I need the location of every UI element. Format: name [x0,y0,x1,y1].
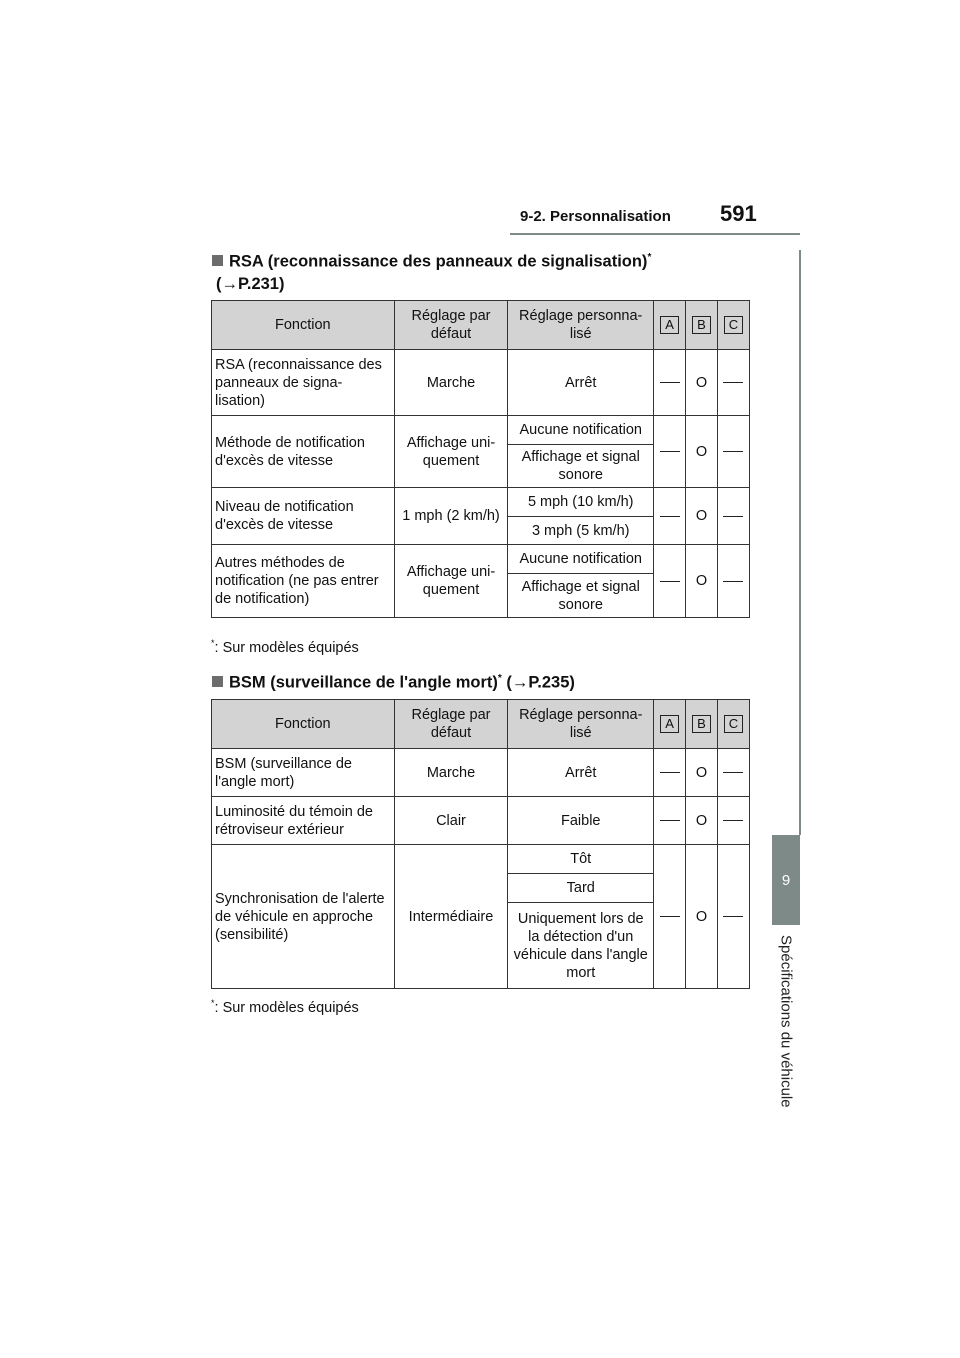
table-row [212,545,750,574]
section-title-bsm: BSM (surveillance de l'angle mort)* (→P.235) [212,667,575,695]
dash-mark [723,820,743,821]
section-heading: 9-2. Personnalisation [520,208,671,225]
cell-b: O [686,545,718,618]
col-header-c [717,301,749,350]
cell-perso: Affichage et signal sonore [508,574,654,618]
bsm-settings-table [211,699,750,989]
footnote-rsa: *: Sur modèles équipés [211,638,359,656]
table-row [212,797,750,845]
cell-b: O [686,797,718,845]
dash-mark [723,451,743,452]
dash-mark [660,772,680,773]
cell-defaut: Intermédiaire [394,845,508,989]
dash-mark [660,451,680,452]
dash-mark [723,916,743,917]
rsa-settings-table [211,300,750,618]
page-number: 591 [720,201,757,226]
dash-mark [660,516,680,517]
cell-a-dash [654,416,686,488]
col-header-defaut: Réglage par défaut [394,301,508,350]
label-b: B [692,316,711,334]
cell-perso: 3 mph (5 km/h) [508,517,654,545]
cell-perso: Affichage et signal sonore [508,445,654,488]
square-bullet-icon [212,255,223,266]
cell-c-dash [717,749,749,797]
cell-b: O [686,350,718,416]
cell-a-dash [654,545,686,618]
cell-b: O [686,488,718,545]
cell-fonction: Autres méthodes de notification (ne pas entrer de notification) [212,545,395,618]
cell-perso: Aucune notification [508,416,654,445]
table-row [212,416,750,445]
col-header-c [717,700,749,749]
cell-a-dash [654,845,686,989]
table-row [212,749,750,797]
cell-fonction: Luminosité du témoin de rétroviseur extérieur [212,797,395,845]
col-header-fonction: Fonction [212,700,395,749]
cell-a-dash [654,749,686,797]
cell-b: O [686,845,718,989]
cell-defaut: Affichage uni-quement [394,545,508,618]
cell-perso: Tôt [508,845,654,874]
section-ref-rsa: (→P.231) [216,275,285,293]
col-header-b [686,700,718,749]
cell-a-dash [654,488,686,545]
section-title-rsa: RSA (reconnaissance des panneaux de signalisation)* [212,246,651,274]
cell-defaut: Marche [394,749,508,797]
cell-perso: 5 mph (10 km/h) [508,488,654,517]
square-bullet-icon [212,676,223,687]
footnote-bsm: *: Sur modèles équipés [211,998,359,1016]
table-header-row [212,301,750,350]
cell-b: O [686,416,718,488]
table-header-row [212,700,750,749]
cell-perso: Uniquement lors de la détection d'un véhicule dans l'angle mort [508,903,654,989]
label-a: A [660,715,679,733]
cell-fonction: Niveau de notification d'excès de vitesse [212,488,395,545]
cell-c-dash [717,488,749,545]
cell-perso: Tard [508,874,654,903]
cell-perso: Aucune notification [508,545,654,574]
table-row [212,845,750,874]
cell-defaut: Marche [394,350,508,416]
col-header-perso: Réglage personna-lisé [508,700,654,749]
header-divider [510,233,800,235]
cell-defaut: 1 mph (2 km/h) [394,488,508,545]
cell-fonction: RSA (reconnaissance des panneaux de signa-lisation) [212,350,395,416]
cell-defaut: Clair [394,797,508,845]
cell-fonction: Synchronisation de l'alerte de véhicule en approche (sensibilité) [212,845,395,989]
cell-a-dash [654,350,686,416]
dash-mark [723,382,743,383]
label-c: C [724,715,743,733]
dash-mark [660,916,680,917]
col-header-a [654,301,686,350]
cell-defaut: Affichage uni-quement [394,416,508,488]
dash-mark [723,581,743,582]
col-header-a [654,700,686,749]
label-b: B [692,715,711,733]
cell-c-dash [717,350,749,416]
cell-fonction: BSM (surveillance de l'angle mort) [212,749,395,797]
col-header-defaut: Réglage par défaut [394,700,508,749]
dash-mark [660,382,680,383]
cell-a-dash [654,797,686,845]
dash-mark [723,516,743,517]
dash-mark [723,772,743,773]
side-divider [799,250,801,835]
col-header-fonction: Fonction [212,301,395,350]
cell-fonction: Méthode de notification d'excès de vitesse [212,416,395,488]
label-c: C [724,316,743,334]
cell-c-dash [717,845,749,989]
cell-c-dash [717,416,749,488]
dash-mark [660,820,680,821]
cell-c-dash [717,797,749,845]
cell-c-dash [717,545,749,618]
col-header-b [686,301,718,350]
chapter-tab: 9 [772,835,800,925]
label-a: A [660,316,679,334]
table-row [212,488,750,517]
cell-b: O [686,749,718,797]
dash-mark [660,581,680,582]
cell-perso: Faible [508,797,654,845]
cell-perso: Arrêt [508,350,654,416]
chapter-label: Spécifications du véhicule [777,935,795,1108]
cell-perso: Arrêt [508,749,654,797]
col-header-perso: Réglage personna-lisé [508,301,654,350]
table-row [212,350,750,416]
